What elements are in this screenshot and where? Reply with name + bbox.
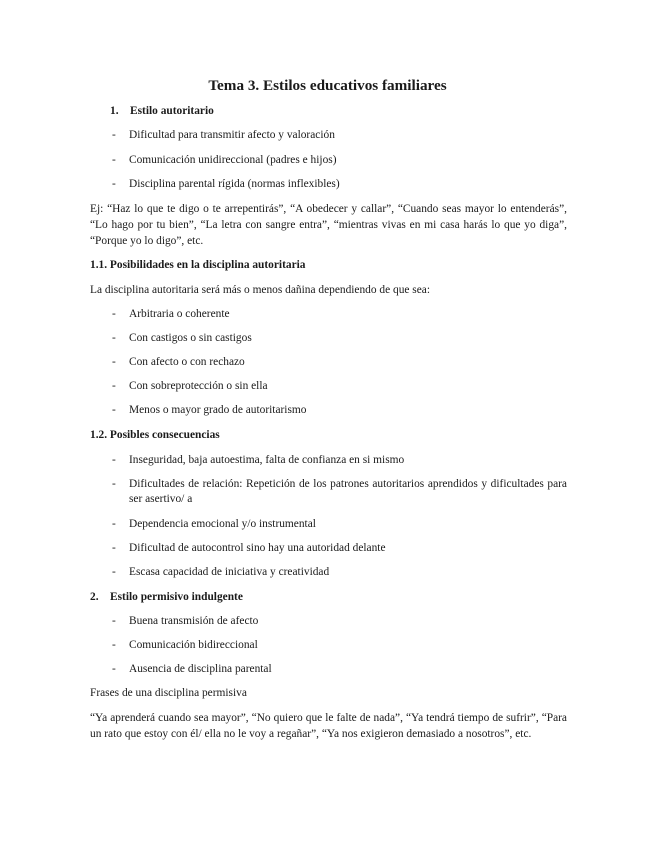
page-title: Tema 3. Estilos educativos familiares bbox=[208, 77, 447, 94]
bullet-dash: - bbox=[112, 332, 116, 344]
list-item bbox=[112, 153, 567, 168]
list-item-text: Dificultad para transmitir afecto y valoración bbox=[129, 129, 335, 141]
bullet-dash: - bbox=[112, 356, 116, 368]
bullet-dash: - bbox=[112, 639, 116, 651]
list-item bbox=[112, 477, 567, 507]
list-item bbox=[112, 541, 567, 556]
list-item bbox=[112, 379, 567, 394]
bullet-dash: - bbox=[112, 566, 116, 578]
bullet-dash: - bbox=[112, 518, 116, 530]
list-item bbox=[112, 565, 567, 580]
bullet-dash: - bbox=[112, 308, 116, 320]
subsection-1-2-heading: 1.2. Posibles consecuencias bbox=[90, 429, 220, 441]
phrases-paragraph: “Ya aprenderá cuando sea mayor”, “No quiero que le falte de nada”, “Ya tendrá tiempo de sufrir”, “Para un rato que estoy con él/ ella no le voy a regañar”, “Ya nos exigieron demasiado a nosotros”, etc. bbox=[90, 712, 567, 740]
list-item bbox=[112, 638, 567, 653]
bullet-dash: - bbox=[112, 154, 116, 166]
subsection-1-1-intro: La disciplina autoritaria será más o menos dañina dependiendo de que sea: bbox=[90, 284, 431, 296]
list-item bbox=[112, 453, 567, 468]
list-item-text: Con castigos o sin castigos bbox=[129, 332, 252, 344]
list-item bbox=[112, 403, 567, 418]
list-item bbox=[112, 517, 567, 532]
bullet-dash: - bbox=[112, 404, 116, 416]
list-item bbox=[112, 128, 567, 143]
bullet-dash: - bbox=[112, 542, 116, 554]
section-title: Estilo permisivo indulgente bbox=[110, 591, 243, 603]
example-paragraph: Ej: “Haz lo que te digo o te arrepentirás”, “A obedecer y callar”, “Cuando seas mayor lo entenderás”, “Lo hago por tu bien”, “La letra con sangre entra”, “mientras vivas en mi casa harás lo que yo diga”, “Porque yo lo digo”, etc. bbox=[90, 203, 567, 247]
list-item bbox=[112, 614, 567, 629]
section-number: 2. bbox=[90, 591, 99, 603]
list-item-text: Inseguridad, baja autoestima, falta de confianza en si mismo bbox=[129, 454, 405, 466]
bullet-dash: - bbox=[112, 178, 116, 190]
list-item-text: Con afecto o con rechazo bbox=[129, 356, 245, 368]
list-item-text: Escasa capacidad de iniciativa y creatividad bbox=[129, 566, 330, 578]
list-item-text: Arbitraria o coherente bbox=[129, 308, 230, 320]
section-2-heading bbox=[90, 590, 243, 605]
list-item-text: Dificultades de relación: Repetición de los patrones autoritarios aprendidos y dificultades para ser asertivo/ a bbox=[129, 478, 567, 505]
bullet-dash: - bbox=[112, 454, 116, 466]
section-title: Estilo autoritario bbox=[130, 105, 214, 117]
list-item-text: Buena transmisión de afecto bbox=[129, 615, 259, 627]
list-item-text: Menos o mayor grado de autoritarismo bbox=[129, 404, 307, 416]
list-item-text: Disciplina parental rígida (normas inflexibles) bbox=[129, 178, 340, 190]
bullet-dash: - bbox=[112, 663, 116, 675]
list-item-text: Comunicación bidireccional bbox=[129, 639, 258, 651]
bullet-dash: - bbox=[112, 129, 116, 141]
list-item-text: Ausencia de disciplina parental bbox=[129, 663, 272, 675]
section-number: 1. bbox=[110, 105, 119, 117]
list-item-text: Comunicación unidireccional (padres e hijos) bbox=[129, 154, 337, 166]
list-item-text: Dificultad de autocontrol sino hay una autoridad delante bbox=[129, 542, 386, 554]
bullet-dash: - bbox=[112, 478, 116, 490]
list-item-text: Dependencia emocional y/o instrumental bbox=[129, 518, 316, 530]
list-item-text: Con sobreprotección o sin ella bbox=[129, 380, 268, 392]
list-item bbox=[112, 307, 567, 322]
section-1-heading bbox=[110, 104, 214, 119]
bullet-dash: - bbox=[112, 615, 116, 627]
subsection-1-1-heading: 1.1. Posibilidades en la disciplina autoritaria bbox=[90, 259, 306, 271]
bullet-dash: - bbox=[112, 380, 116, 392]
list-item bbox=[112, 331, 567, 346]
list-item bbox=[112, 355, 567, 370]
phrases-label: Frases de una disciplina permisiva bbox=[90, 687, 247, 699]
list-item bbox=[112, 662, 567, 677]
list-item bbox=[112, 177, 567, 192]
